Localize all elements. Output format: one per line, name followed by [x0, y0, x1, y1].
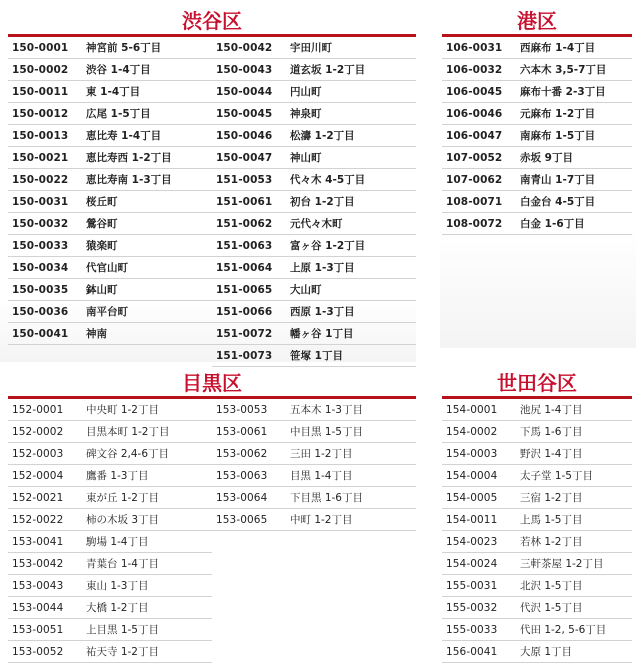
postal-code-row [212, 301, 416, 323]
postal-code: 153-0042 [12, 557, 64, 570]
postal-code-row [8, 257, 212, 279]
postal-code-row [8, 301, 212, 323]
setagaya-ward-section [442, 370, 632, 663]
area-name: 元代々木町 [290, 218, 343, 230]
postal-code: 151-0065 [216, 283, 273, 296]
postal-code-row [442, 191, 632, 213]
area-name: 大山町 [290, 284, 322, 296]
postal-code: 152-0001 [12, 403, 64, 416]
postal-code-row [442, 641, 632, 663]
area-name: 太子堂 1-5丁目 [520, 470, 593, 482]
area-name: 麻布十番 2-3丁目 [520, 86, 606, 98]
postal-code: 106-0047 [446, 129, 503, 142]
postal-code-row [212, 125, 416, 147]
area-name: 代々木 4-5丁目 [290, 174, 366, 186]
area-name: 代官山町 [86, 262, 128, 274]
area-name: 南麻布 1-5丁目 [520, 130, 596, 142]
postal-code-row [212, 421, 416, 443]
postal-code-row [442, 147, 632, 169]
area-name: 鷹番 1-3丁目 [86, 470, 149, 482]
postal-code: 150-0013 [12, 129, 69, 142]
area-name: 野沢 1-4丁目 [520, 448, 583, 460]
area-name: 三田 1-2丁目 [290, 448, 353, 460]
postal-code-row [8, 103, 212, 125]
postal-code-row [442, 169, 632, 191]
postal-code: 155-0032 [446, 601, 498, 614]
postal-code-row [8, 37, 212, 59]
postal-code: 150-0001 [12, 41, 69, 54]
postal-code-row [8, 531, 212, 553]
postal-code-row [8, 421, 212, 443]
shibuya-ward-section [8, 8, 416, 367]
postal-code-row [8, 487, 212, 509]
postal-code-row [442, 421, 632, 443]
area-name: 円山町 [290, 86, 322, 98]
postal-code-row [442, 619, 632, 641]
postal-code-row [212, 81, 416, 103]
meguro-column-1 [8, 399, 212, 663]
postal-code-row [212, 37, 416, 59]
postal-code: 150-0021 [12, 151, 69, 164]
postal-code-row [8, 213, 212, 235]
postal-code: 152-0004 [12, 469, 64, 482]
postal-code: 153-0061 [216, 425, 268, 438]
postal-code: 154-0002 [446, 425, 498, 438]
postal-code-row [442, 81, 632, 103]
postal-code-row [442, 125, 632, 147]
setagaya-column [442, 399, 632, 663]
postal-code-row [8, 575, 212, 597]
postal-code: 150-0032 [12, 217, 69, 230]
area-name: 下目黒 1-6丁目 [290, 492, 363, 504]
postal-code: 150-0034 [12, 261, 69, 274]
area-name: 三軒茶屋 1-2丁目 [520, 558, 604, 570]
area-name: 西原 1-3丁目 [290, 306, 355, 318]
area-name: 池尻 1-4丁目 [520, 404, 583, 416]
postal-code-row [442, 399, 632, 421]
postal-code-row [212, 399, 416, 421]
area-name: 渋谷 1-4丁目 [86, 64, 151, 76]
area-name: 赤坂 9丁目 [520, 152, 573, 164]
postal-code-row [212, 323, 416, 345]
area-name: 鉢山町 [86, 284, 118, 296]
postal-code-row [8, 147, 212, 169]
postal-code-row [442, 59, 632, 81]
postal-code: 150-0036 [12, 305, 69, 318]
postal-code-row [442, 37, 632, 59]
postal-code-row [8, 641, 212, 663]
postal-code-row [212, 257, 416, 279]
postal-code: 154-0005 [446, 491, 498, 504]
area-name: 元麻布 1-2丁目 [520, 108, 596, 120]
postal-code: 151-0061 [216, 195, 273, 208]
minato-ward-section [442, 8, 632, 235]
area-name: 上馬 1-5丁目 [520, 514, 583, 526]
area-name: 柿の木坂 3丁目 [86, 514, 160, 526]
ward-title-setagaya: 世田谷区 [497, 371, 577, 395]
minato-shade [440, 228, 636, 348]
postal-code-row [212, 103, 416, 125]
area-name: 白金台 4-5丁目 [520, 196, 596, 208]
postal-code: 106-0045 [446, 85, 503, 98]
area-name: 大原 1丁目 [520, 646, 573, 658]
area-name: 碑文谷 2,4-6丁目 [86, 448, 170, 460]
postal-code-row [212, 213, 416, 235]
area-name: 恵比寿南 1-3丁目 [86, 174, 172, 186]
area-name: 祐天寺 1-2丁目 [86, 646, 159, 658]
area-name: 上目黒 1-5丁目 [86, 624, 159, 636]
area-name: 東山 1-3丁目 [86, 580, 149, 592]
postal-code: 153-0063 [216, 469, 268, 482]
area-name: 青葉台 1-4丁目 [86, 558, 159, 570]
postal-code-row [442, 443, 632, 465]
area-name: 目黒 1-4丁目 [290, 470, 353, 482]
postal-code: 150-0022 [12, 173, 69, 186]
postal-code: 108-0071 [446, 195, 503, 208]
postal-code-row [8, 443, 212, 465]
area-name: 神宮前 5-6丁目 [86, 42, 162, 54]
postal-code-row [8, 465, 212, 487]
area-name: 三宿 1-2丁目 [520, 492, 583, 504]
postal-code: 106-0031 [446, 41, 503, 54]
postal-code: 151-0053 [216, 173, 273, 186]
postal-code: 153-0062 [216, 447, 268, 460]
postal-code: 152-0022 [12, 513, 64, 526]
postal-code-row [212, 191, 416, 213]
meguro-column-2 [212, 399, 416, 663]
ward-title-meguro: 目黒区 [182, 371, 242, 395]
postal-code: 151-0063 [216, 239, 273, 252]
postal-code: 108-0072 [446, 217, 503, 230]
area-name: 神南 [86, 328, 107, 340]
area-name: 代田 1-2, 5-6丁目 [520, 624, 607, 636]
postal-code: 152-0003 [12, 447, 64, 460]
postal-code: 154-0024 [446, 557, 498, 570]
postal-code: 153-0065 [216, 513, 268, 526]
postal-code-row [8, 597, 212, 619]
postal-code-row [442, 575, 632, 597]
postal-code-row [212, 279, 416, 301]
postal-code-row [8, 553, 212, 575]
postal-code: 150-0012 [12, 107, 69, 120]
postal-code: 153-0053 [216, 403, 268, 416]
meguro-ward-section [8, 370, 416, 663]
postal-code: 154-0011 [446, 513, 498, 526]
postal-code: 150-0041 [12, 327, 69, 340]
postal-code: 153-0043 [12, 579, 64, 592]
postal-code: 150-0042 [216, 41, 273, 54]
postal-code-row [442, 103, 632, 125]
postal-code: 150-0043 [216, 63, 273, 76]
area-name: 広尾 1-5丁目 [86, 108, 151, 120]
postal-code-row [8, 125, 212, 147]
postal-code: 154-0003 [446, 447, 498, 460]
postal-code-row [8, 323, 212, 345]
postal-code-row [442, 553, 632, 575]
ward-title-minato: 港区 [517, 9, 557, 33]
area-name: 六本木 3,5-7丁目 [520, 64, 607, 76]
postal-code: 154-0004 [446, 469, 498, 482]
postal-code: 153-0052 [12, 645, 64, 658]
area-name: 上原 1-3丁目 [290, 262, 355, 274]
area-name: 神山町 [290, 152, 322, 164]
postal-code: 107-0062 [446, 173, 503, 186]
area-name: 富ヶ谷 1-2丁目 [290, 240, 366, 252]
minato-column [442, 37, 632, 235]
postal-code-row [8, 169, 212, 191]
area-name: 中央町 1-2丁目 [86, 404, 159, 416]
ward-title-shibuya: 渋谷区 [182, 9, 242, 33]
postal-code: 151-0064 [216, 261, 273, 274]
postal-code-row [212, 147, 416, 169]
postal-code-row [442, 509, 632, 531]
postal-code-row [8, 619, 212, 641]
area-name: 駒場 1-4丁目 [86, 536, 149, 548]
postal-code: 153-0044 [12, 601, 64, 614]
postal-code-row [212, 443, 416, 465]
area-name: 代沢 1-5丁目 [520, 602, 583, 614]
postal-code: 151-0072 [216, 327, 273, 340]
postal-code: 150-0002 [12, 63, 69, 76]
area-name: 中町 1-2丁目 [290, 514, 353, 526]
postal-code: 153-0051 [12, 623, 64, 636]
postal-code: 107-0052 [446, 151, 503, 164]
postal-code-row [442, 213, 632, 235]
postal-code-row [8, 81, 212, 103]
postal-code-row [8, 509, 212, 531]
postal-code: 150-0031 [12, 195, 69, 208]
area-name: 大橋 1-2丁目 [86, 602, 149, 614]
postal-code-row [212, 59, 416, 81]
area-name: 北沢 1-5丁目 [520, 580, 583, 592]
postal-code: 156-0041 [446, 645, 498, 658]
postal-code-row [8, 59, 212, 81]
postal-code: 152-0002 [12, 425, 64, 438]
area-name: 東 1-4丁目 [86, 86, 141, 98]
postal-code: 150-0011 [12, 85, 69, 98]
area-name: 若林 1-2丁目 [520, 536, 583, 548]
postal-code-row [212, 509, 416, 531]
area-name: 鶯谷町 [86, 218, 118, 230]
postal-code-row [8, 279, 212, 301]
postal-code: 106-0032 [446, 63, 503, 76]
postal-code: 155-0031 [446, 579, 498, 592]
area-name: 初台 1-2丁目 [290, 196, 355, 208]
shibuya-column-1 [8, 37, 212, 367]
area-name: 南平台町 [86, 306, 128, 318]
postal-code: 151-0062 [216, 217, 273, 230]
postal-code: 153-0041 [12, 535, 64, 548]
area-name: 目黒本町 1-2丁目 [86, 426, 170, 438]
postal-code-row [8, 235, 212, 257]
area-name: 松濤 1-2丁目 [290, 130, 355, 142]
postal-code-row [442, 487, 632, 509]
postal-code-row [212, 487, 416, 509]
area-name: 猿楽町 [86, 240, 118, 252]
postal-code: 150-0047 [216, 151, 273, 164]
postal-code: 150-0035 [12, 283, 69, 296]
area-name: 道玄坂 1-2丁目 [290, 64, 366, 76]
area-name: 笹塚 1丁目 [290, 350, 343, 362]
postal-code: 154-0001 [446, 403, 498, 416]
postal-code: 150-0045 [216, 107, 273, 120]
area-name: 幡ヶ谷 1丁目 [290, 328, 354, 340]
postal-code: 150-0033 [12, 239, 69, 252]
postal-code-row [8, 191, 212, 213]
postal-code-row [212, 345, 416, 367]
area-name: 恵比寿西 1-2丁目 [86, 152, 172, 164]
area-name: 西麻布 1-4丁目 [520, 42, 596, 54]
area-name: 神泉町 [290, 108, 322, 120]
area-name: 中目黒 1-5丁目 [290, 426, 363, 438]
area-name: 宇田川町 [290, 42, 332, 54]
postal-code: 151-0066 [216, 305, 273, 318]
area-name: 下馬 1-6丁目 [520, 426, 583, 438]
postal-code-row [212, 169, 416, 191]
area-name: 白金 1-6丁目 [520, 218, 585, 230]
postal-code: 152-0021 [12, 491, 64, 504]
area-name: 南青山 1-7丁目 [520, 174, 596, 186]
postal-code-row [212, 465, 416, 487]
postal-code-row [442, 531, 632, 553]
postal-code: 150-0044 [216, 85, 273, 98]
postal-code: 150-0046 [216, 129, 273, 142]
area-name: 桜丘町 [86, 196, 118, 208]
postal-code: 151-0073 [216, 349, 273, 362]
postal-code: 155-0033 [446, 623, 498, 636]
area-name: 五本木 1-3丁目 [290, 404, 363, 416]
postal-code: 154-0023 [446, 535, 498, 548]
area-name: 恵比寿 1-4丁目 [86, 130, 162, 142]
postal-code-row [212, 235, 416, 257]
postal-code: 106-0046 [446, 107, 503, 120]
postal-code-row [8, 399, 212, 421]
postal-code: 153-0064 [216, 491, 268, 504]
shibuya-column-2 [212, 37, 416, 367]
postal-code-row [442, 465, 632, 487]
area-name: 東が丘 1-2丁目 [86, 492, 159, 504]
postal-code-row [442, 597, 632, 619]
